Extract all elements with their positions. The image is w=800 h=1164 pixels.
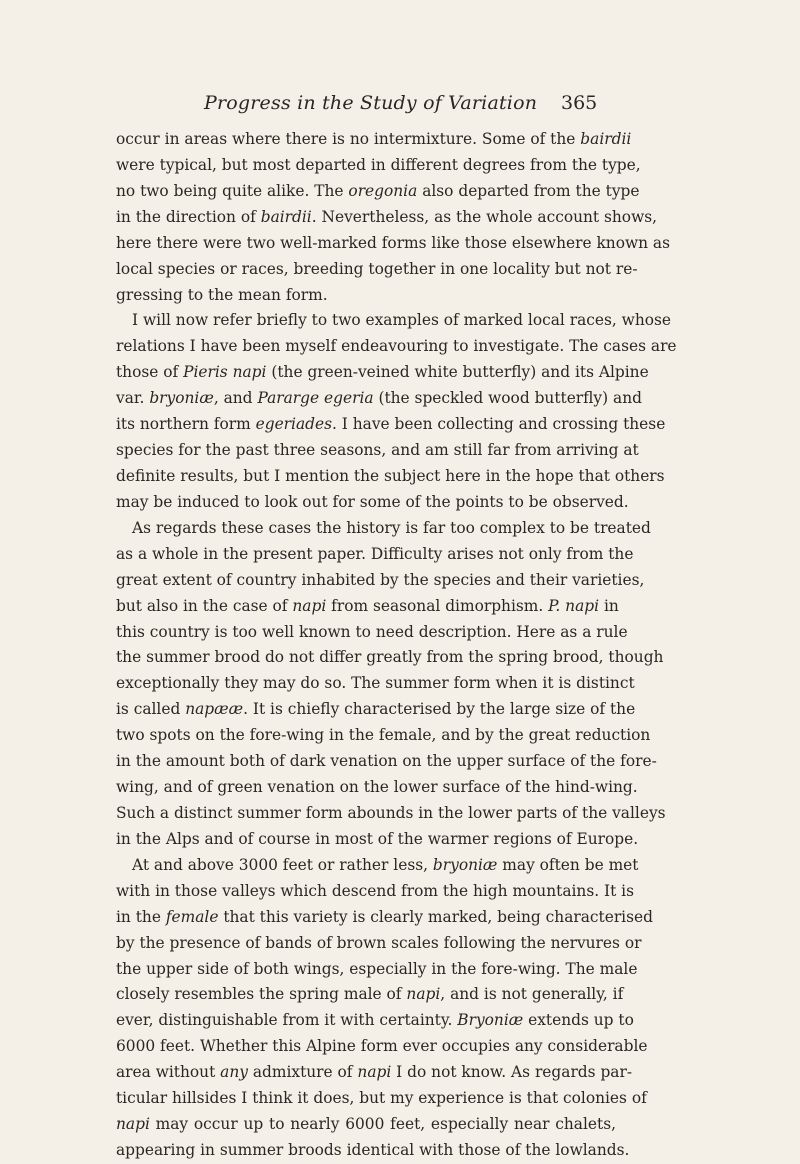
text-line: is called napææ. It is chiefly characterised by the large size of the bbox=[116, 700, 636, 719]
page-number: 365 bbox=[561, 92, 598, 114]
text-line: but also in the case of napi from seasonal dimorphism. P. napi in bbox=[116, 596, 619, 615]
text-line: closely resembles the spring male of napi, and is not generally, if bbox=[116, 985, 624, 1004]
running-title: Progress in the Study of Variation bbox=[204, 92, 538, 114]
text-line: in the direction of bairdii. Nevertheless, as the whole account shows, bbox=[116, 207, 658, 226]
text-line: wing, and of green venation on the lower surface of the hind-wing. bbox=[116, 778, 638, 797]
text-line: may be induced to look out for some of the points to be observed. bbox=[116, 492, 629, 511]
text-line: here there were two well-marked forms like those elsewhere known as bbox=[116, 233, 671, 252]
text-line: At and above 3000 feet or rather less, bryoniæ may often be met bbox=[132, 855, 639, 874]
text-line: definite results, but I mention the subject here in the hope that others bbox=[116, 466, 665, 485]
text-line: those of Pieris napi (the green-veined white butterfly) and its Alpine bbox=[116, 363, 649, 382]
body-text bbox=[116, 127, 677, 1164]
text-line: as a whole in the present paper. Difficulty arises not only from the bbox=[116, 544, 634, 563]
text-line: in the Alps and of course in most of the warmer regions of Europe. bbox=[116, 829, 639, 848]
text-line: relations I have been myself endeavouring to investigate. The cases are bbox=[116, 337, 677, 356]
text-line: this country is too well known to need description. Here as a rule bbox=[116, 622, 628, 641]
text-line: in the female that this variety is clearly marked, being characterised bbox=[116, 907, 653, 926]
text-line: appearing in summer broods identical with those of the lowlands. bbox=[116, 1140, 630, 1159]
text-line: ticular hillsides I think it does, but my experience is that colonies of bbox=[116, 1089, 647, 1108]
text-line: napi may occur up to nearly 6000 feet, especially near chalets, bbox=[116, 1115, 616, 1134]
text-line: 6000 feet. Whether this Alpine form ever occupies any considerable bbox=[116, 1037, 648, 1056]
text-line: ever, distinguishable from it with certainty. Bryoniæ extends up to bbox=[116, 1011, 634, 1030]
text-line: local species or races, breeding together in one locality but not re- bbox=[116, 259, 638, 278]
text-line: its northern form egeriades. I have been collecting and crossing these bbox=[116, 415, 666, 434]
text-line: Such a distinct summer form abounds in the lower parts of the valleys bbox=[116, 803, 666, 822]
text-line: exceptionally they may do so. The summer form when it is distinct bbox=[116, 674, 635, 693]
text-line: As regards these cases the history is far too complex to be treated bbox=[132, 518, 651, 537]
text-line: two spots on the fore-wing in the female, and by the great reduction bbox=[116, 726, 651, 745]
text-line: species for the past three seasons, and am still far from arriving at bbox=[116, 441, 639, 460]
text-line: no two being quite alike. The oregonia also departed from the type bbox=[116, 181, 640, 200]
text-line: var. bryoniæ, and Pararge egeria (the speckled wood butterfly) and bbox=[116, 389, 642, 408]
text-line: in the amount both of dark venation on the upper surface of the fore- bbox=[116, 752, 657, 771]
text-line: by the presence of bands of brown scales following the nervures or bbox=[116, 933, 642, 952]
text-line: area without any admixture of napi I do not know. As regards par- bbox=[116, 1063, 633, 1082]
text-line: gressing to the mean form. bbox=[116, 285, 328, 304]
running-head bbox=[0, 92, 800, 122]
text-line: the upper side of both wings, especially in the fore-wing. The male bbox=[116, 959, 638, 978]
text-line: great extent of country inhabited by the species and their varieties, bbox=[116, 570, 645, 589]
text-line: occur in areas where there is no intermixture. Some of the bairdii bbox=[116, 130, 632, 148]
text-line: with in those valleys which descend from the high mountains. It is bbox=[116, 881, 634, 900]
text-line: the summer brood do not differ greatly from the spring brood, though bbox=[116, 648, 664, 667]
text-line: were typical, but most departed in different degrees from the type, bbox=[116, 155, 641, 174]
text-line: I will now refer briefly to two examples of marked local races, whose bbox=[132, 311, 672, 330]
